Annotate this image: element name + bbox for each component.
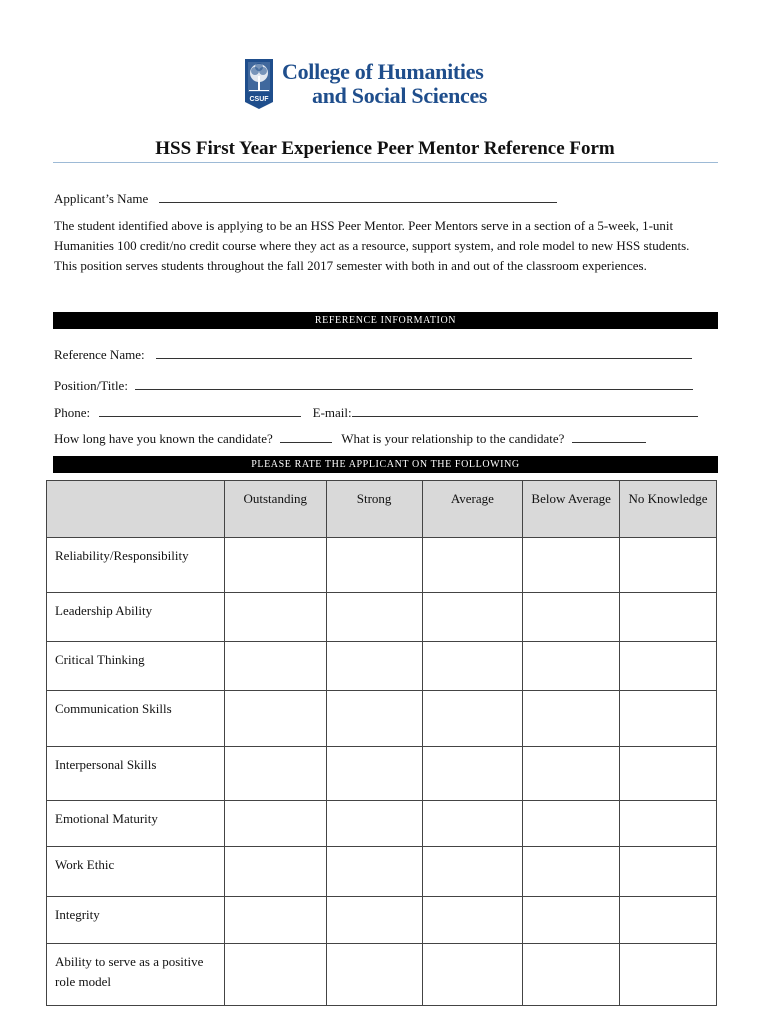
rating-cell-strong[interactable] (326, 747, 422, 801)
rating-cell-below-average[interactable] (523, 642, 620, 691)
table-row (47, 642, 717, 691)
position-title-row (54, 378, 693, 394)
rating-cell-below-average[interactable] (523, 847, 620, 897)
logo-line-2: and Social Sciences (312, 83, 488, 108)
rating-cell-no-knowledge[interactable] (620, 944, 717, 1006)
column-header: No Knowledge (620, 481, 717, 538)
table-row (47, 801, 717, 847)
rating-cell-below-average[interactable] (523, 801, 620, 847)
rating-cell-outstanding[interactable] (224, 847, 326, 897)
table-row (47, 747, 717, 801)
rating-cell-outstanding[interactable] (224, 897, 326, 944)
known-duration-field[interactable] (280, 431, 332, 443)
rating-cell-average[interactable] (422, 538, 523, 593)
seal-text: CSUF (249, 96, 269, 103)
rating-cell-no-knowledge[interactable] (620, 801, 717, 847)
rating-cell-strong[interactable] (326, 593, 422, 642)
rating-cell-outstanding[interactable] (224, 944, 326, 1006)
contact-row (54, 405, 698, 421)
criterion-label: Leadership Ability (47, 593, 225, 642)
known-duration-label: How long have you known the candidate? (54, 431, 273, 446)
form-title: HSS First Year Experience Peer Mentor Reference Form (155, 138, 615, 159)
reference-name-label: Reference Name: (54, 347, 145, 362)
rating-cell-average[interactable] (422, 691, 523, 747)
rating-cell-no-knowledge[interactable] (620, 691, 717, 747)
rating-cell-strong[interactable] (326, 691, 422, 747)
rating-cell-average[interactable] (422, 847, 523, 897)
criterion-label: Integrity (47, 897, 225, 944)
rating-cell-average[interactable] (422, 801, 523, 847)
rating-cell-average[interactable] (422, 593, 523, 642)
relationship-field[interactable] (572, 431, 646, 443)
rating-cell-no-knowledge[interactable] (620, 847, 717, 897)
rating-cell-outstanding[interactable] (224, 538, 326, 593)
rating-table (46, 480, 717, 1006)
position-title-label: Position/Title: (54, 378, 128, 393)
table-row (47, 847, 717, 897)
rating-cell-no-knowledge[interactable] (620, 593, 717, 642)
rating-cell-below-average[interactable] (523, 593, 620, 642)
table-row (47, 538, 717, 593)
phone-label: Phone: (54, 405, 91, 420)
criterion-label: Critical Thinking (47, 642, 225, 691)
column-header: Outstanding (224, 481, 326, 538)
rating-cell-below-average[interactable] (523, 944, 620, 1006)
rating-cell-average[interactable] (422, 642, 523, 691)
rating-cell-outstanding[interactable] (224, 593, 326, 642)
rating-cell-below-average[interactable] (523, 691, 620, 747)
rating-cell-strong[interactable] (326, 897, 422, 944)
reference-name-field[interactable] (156, 347, 692, 359)
title-divider (53, 162, 718, 163)
criterion-label: Ability to serve as a positive role model (47, 944, 225, 1006)
rating-cell-outstanding[interactable] (224, 801, 326, 847)
rating-section-header: PLEASE RATE THE APPLICANT ON THE FOLLOWING (53, 456, 718, 473)
rating-header-row (47, 481, 717, 538)
column-header: Below Average (523, 481, 620, 538)
reference-name-row (54, 347, 692, 363)
relationship-row (54, 431, 646, 447)
phone-field[interactable] (99, 405, 301, 417)
criterion-label: Emotional Maturity (47, 801, 225, 847)
rating-cell-strong[interactable] (326, 642, 422, 691)
rating-cell-no-knowledge[interactable] (620, 747, 717, 801)
applicant-name-label: Applicant’s Name (54, 191, 149, 206)
rating-cell-below-average[interactable] (523, 897, 620, 944)
table-row (47, 593, 717, 642)
logo-line-1: College of Humanities (282, 59, 484, 84)
rating-cell-strong[interactable] (326, 847, 422, 897)
table-row (47, 944, 717, 1006)
applicant-name-row (54, 191, 557, 207)
rating-cell-outstanding[interactable] (224, 691, 326, 747)
rating-cell-average[interactable] (422, 747, 523, 801)
email-label: E-mail: (312, 405, 352, 420)
applicant-name-field[interactable] (159, 191, 557, 203)
intro-paragraph: The student identified above is applying to be an HSS Peer Mentor. Peer Mentors serve in a section of a 5-week, 1-unit Humanities 100 credit/no credit course where they act as a resource, support system, and role model to new HSS students. This position serves students throughout the fall 2017 semester with both in and out of the classroom experiences. (54, 218, 690, 273)
rating-cell-below-average[interactable] (523, 538, 620, 593)
email-field[interactable] (352, 405, 698, 417)
rating-cell-average[interactable] (422, 944, 523, 1006)
rating-cell-outstanding[interactable] (224, 747, 326, 801)
criterion-label: Reliability/Responsibility (47, 538, 225, 593)
college-name (282, 60, 487, 108)
table-row (47, 691, 717, 747)
tree-seal-icon (244, 58, 274, 110)
rating-cell-strong[interactable] (326, 538, 422, 593)
position-title-field[interactable] (135, 378, 693, 390)
criterion-label: Interpersonal Skills (47, 747, 225, 801)
criterion-label: Work Ethic (47, 847, 225, 897)
criterion-label: Communication Skills (47, 691, 225, 747)
column-header: Strong (326, 481, 422, 538)
rating-cell-outstanding[interactable] (224, 642, 326, 691)
rating-cell-strong[interactable] (326, 801, 422, 847)
column-header: Average (422, 481, 523, 538)
reference-section-header: REFERENCE INFORMATION (53, 312, 718, 329)
criteria-header-cell (47, 481, 225, 538)
rating-cell-below-average[interactable] (523, 747, 620, 801)
rating-cell-no-knowledge[interactable] (620, 897, 717, 944)
rating-cell-strong[interactable] (326, 944, 422, 1006)
rating-cell-no-knowledge[interactable] (620, 538, 717, 593)
relationship-label: What is your relationship to the candidate? (341, 431, 565, 446)
college-logo (244, 58, 514, 112)
rating-cell-no-knowledge[interactable] (620, 642, 717, 691)
table-row (47, 897, 717, 944)
rating-cell-average[interactable] (422, 897, 523, 944)
